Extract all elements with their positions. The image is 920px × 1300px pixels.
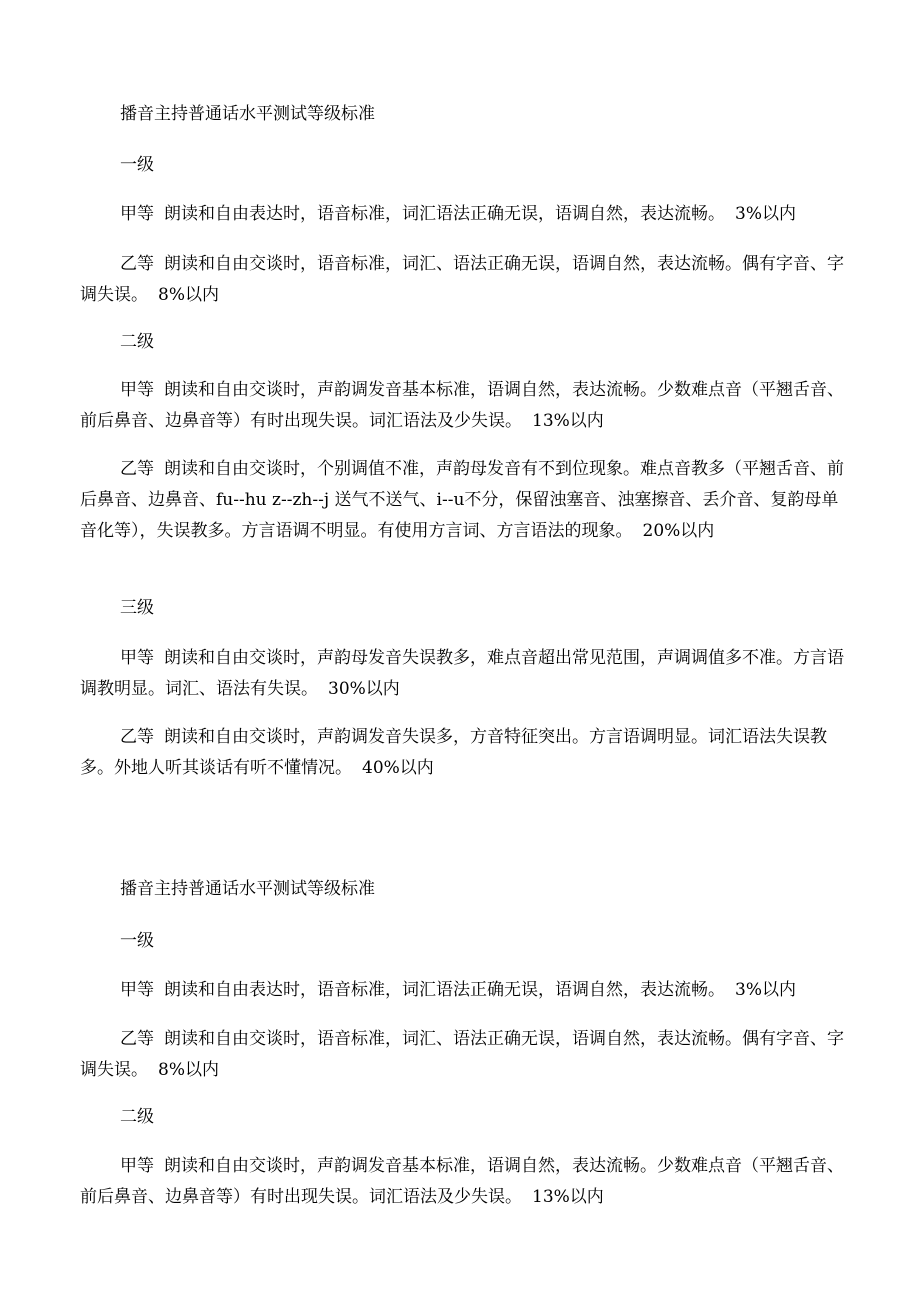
error-rate: 8%以内 [158,1060,219,1080]
level-heading-3: 三级 [120,598,154,618]
grade-description: 朗读和自由表达时，语音标准，词汇语法正确无误，语调自然，表达流畅。 [164,204,725,224]
grade-label: 乙等 [120,727,154,747]
grade-description: 朗读和自由交谈时，声韵调发音基本标准，语调自然，表达流畅。少数难点音（平翘舌音、前后鼻音、边鼻音等）有时出现失误。词汇语法及少失误。 [80,1156,844,1207]
error-rate: 13%以内 [532,411,604,431]
grade-description: 朗读和自由交谈时，语音标准，词汇、语法正确无误，语调自然，表达流畅。偶有字音、字调失误。 [80,1029,844,1080]
grade-paragraph-2b [80,454,850,547]
grade-paragraph-2a [80,1151,850,1213]
grade-label: 甲等 [120,980,154,1000]
grade-description: 朗读和自由交谈时，声韵调发音基本标准，语调自然，表达流畅。少数难点音（平翘舌音、前后鼻音、边鼻音等）有时出现失误。词汇语法及少失误。 [80,380,844,431]
level-heading-1: 一级 [120,931,154,951]
grade-description: 朗读和自由交谈时，声韵母发音失误教多，难点音超出常见范围，声调调值多不准。方言语调教明显。词汇、语法有失误。 [80,648,844,699]
level-heading-1: 一级 [120,155,154,175]
grade-label: 乙等 [120,1029,154,1049]
grade-label: 甲等 [120,204,154,224]
grade-paragraph-1b [80,249,850,311]
grade-description: 朗读和自由交谈时，语音标准，词汇、语法正确无误，语调自然，表达流畅。偶有字音、字调失误。 [80,254,844,305]
grade-paragraph-2a [80,375,850,437]
grade-paragraph-1a [80,975,850,1006]
grade-description: 朗读和自由表达时，语音标准，词汇语法正确无误，语调自然，表达流畅。 [164,980,725,1000]
grade-paragraph-3a [80,643,850,705]
grade-paragraph-1a [80,199,850,230]
grade-label: 甲等 [120,1156,154,1176]
grade-label: 甲等 [120,648,154,668]
grade-paragraph-1b [80,1024,850,1086]
grade-paragraph-3b [80,722,850,784]
grade-description: 朗读和自由交谈时，声韵调发音失误多，方音特征突出。方言语调明显。词汇语法失误教多。外地人听其谈话有听不懂情况。 [80,727,827,778]
error-rate: 30%以内 [328,679,400,699]
error-rate: 3%以内 [735,204,796,224]
grade-description: 朗读和自由交谈时，个别调值不准，声韵母发音有不到位现象。难点音教多（平翘舌音、前后鼻音、边鼻音、fu--hu z--zh--j 送气不送气、i--u不分，保留浊塞音、浊塞擦音、丢介音、复韵母单音化等），失误教多。方言语调不明显。有使用方言词、方言语法的现象。 [80,459,844,541]
grade-label: 甲等 [120,380,154,400]
error-rate: 8%以内 [158,285,219,305]
error-rate: 20%以内 [642,521,715,541]
grade-label: 乙等 [120,459,154,479]
error-rate: 40%以内 [362,758,434,778]
level-heading-2: 二级 [120,332,154,352]
doc-title: 播音主持普通话水平测试等级标准 [120,104,375,124]
error-rate: 13%以内 [532,1187,604,1207]
level-heading-2: 二级 [120,1107,154,1127]
error-rate: 3%以内 [735,980,796,1000]
doc-title: 播音主持普通话水平测试等级标准 [120,879,375,899]
grade-label: 乙等 [120,254,154,274]
